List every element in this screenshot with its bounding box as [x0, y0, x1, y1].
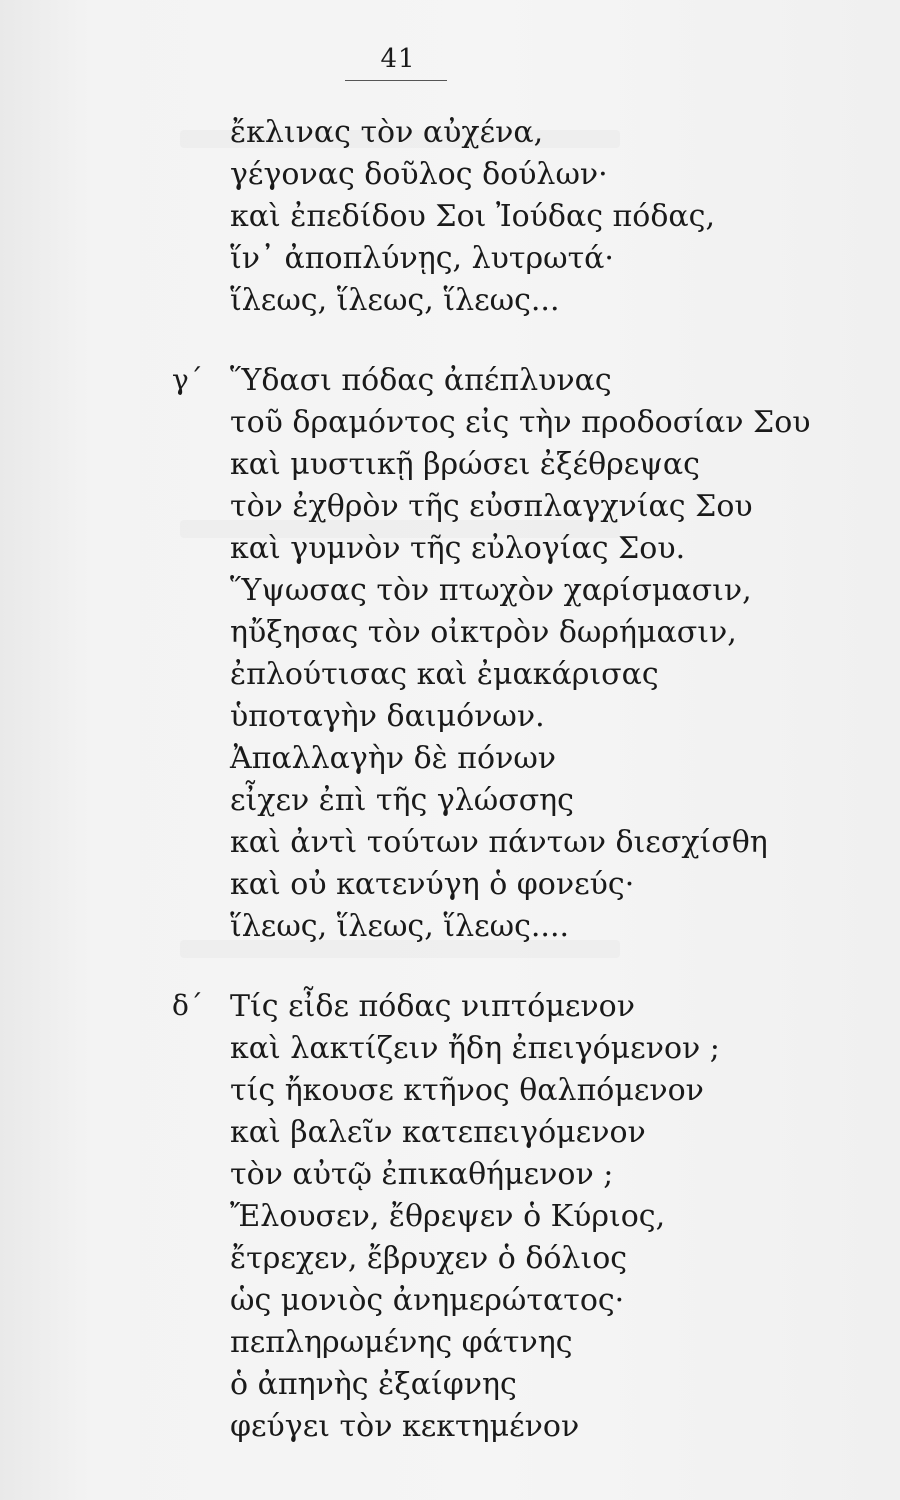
verse-line: τὸν αὐτῷ ἐπικαθήμενον ; [230, 1157, 614, 1192]
verse-line: ὁ ἀπηνὴς ἐξαίφνης [230, 1367, 517, 1402]
verse-line: ἵλεως, ἵλεως, ἵλεως... [230, 283, 560, 318]
verse-line: φεύγει τὸν κεκτημένον [230, 1409, 580, 1444]
verse-line: ἵλεως, ἵλεως, ἵλεως.... [230, 909, 570, 944]
header-rule [345, 80, 447, 81]
verse-line: Ἀπαλλαγὴν δὲ πόνων [230, 741, 557, 776]
verse-line: ηὔξησας τὸν οἰκτρὸν δωρήμασιν, [230, 615, 737, 650]
verse-line: καὶ μυστικῇ βρώσει ἐξέθρεψας [230, 447, 700, 482]
verse-line: γέγονας δοῦλος δούλων· [230, 157, 608, 192]
verse-line: Ὕδασι πόδας ἀπέπλυνας [230, 363, 612, 398]
verse-line: ἔκλινας τὸν αὐχένα, [230, 115, 544, 150]
verse-line: εἶχεν ἐπὶ τῆς γλώσσης [230, 783, 574, 818]
stanza-marker: γ´ [172, 363, 203, 396]
verse-line: τοῦ δραμόντος εἰς τὴν προδοσίαν Σου [230, 405, 811, 440]
verse-line: ἔτρεχεν, ἔβρυχεν ὁ δόλιος [230, 1241, 628, 1276]
verse-line: ἵν᾽ ἀποπλύνῃς, λυτρωτά· [230, 241, 614, 276]
stanza-marker: δ´ [172, 989, 203, 1022]
verse-line: καὶ ἀντὶ τούτων πάντων διεσχίσθη [230, 825, 768, 860]
verse-line: πεπληρωμένης φάτνης [230, 1325, 573, 1360]
verse-line: τὸν ἐχθρὸν τῆς εὐσπλαγχνίας Σου [230, 489, 753, 524]
verse-line: καὶ ἐπεδίδου Σοι Ἰούδας πόδας, [230, 199, 715, 234]
verse-line: καὶ γυμνὸν τῆς εὐλογίας Σου. [230, 531, 686, 566]
verse-line: Ὕψωσας τὸν πτωχὸν χαρίσμασιν, [230, 573, 752, 608]
verse-line: Τίς εἶδε πόδας νιπτόμενον [230, 989, 635, 1024]
verse-line: καὶ βαλεῖν κατεπειγόμενον [230, 1115, 646, 1150]
verse-line: Ἔλουσεν, ἔθρεψεν ὁ Κύριος, [230, 1199, 666, 1234]
verse-line: καὶ οὐ κατενύγη ὁ φονεύς· [230, 867, 635, 902]
verse-line: τίς ἤκουσε κτῆνος θαλπόμενον [230, 1073, 704, 1108]
page-number: 41 [380, 44, 416, 74]
verse-line: καὶ λακτίζειν ἤδη ἐπειγόμενον ; [230, 1031, 720, 1066]
verse-line: ὡς μονιὸς ἀνημερώτατος· [230, 1283, 625, 1318]
verse-line: ὑποταγὴν δαιμόνων. [230, 699, 545, 734]
verse-line: ἐπλούτισας καὶ ἐμακάρισας [230, 657, 659, 692]
